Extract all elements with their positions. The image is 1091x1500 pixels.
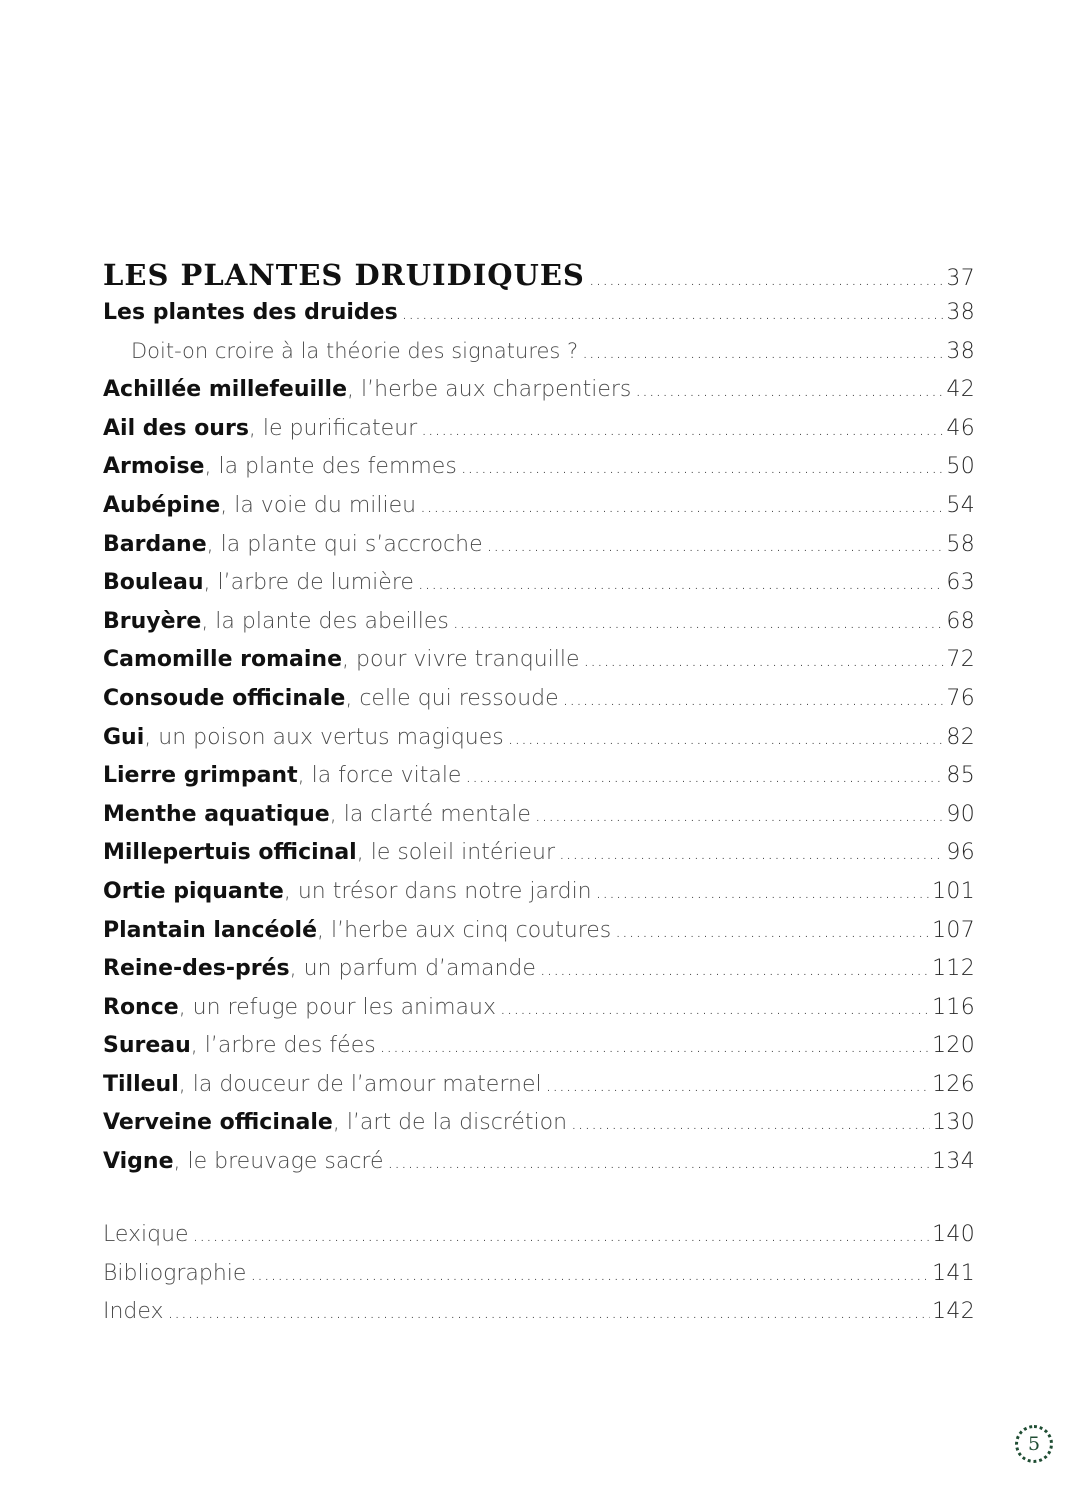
entry-page-number: 42 [946,377,975,403]
back-matter-label: Lexique [103,1222,189,1247]
dot-leader [559,843,944,864]
dot-leader [453,612,945,633]
dot-leader [500,998,930,1019]
entry-name: Lierre grimpant [103,763,298,789]
entry-description: , un poison aux vertus magiques [144,724,504,750]
entry-description: , un trésor dans notre jardin [283,878,592,904]
dot-leader [487,535,945,556]
dot-leader [388,1152,931,1173]
toc-subentry-signatures[interactable] [103,339,975,378]
toc-entry-index[interactable] [103,1299,975,1338]
table-of-contents [103,258,975,1188]
entry-page-number: 142 [932,1299,975,1325]
entry-description: , la plante des femmes [204,454,457,480]
dot-leader [193,1225,931,1246]
entry-description: , la voie du milieu [220,492,417,518]
entry-description: , l’herbe aux cinq coutures [316,917,612,943]
entry-name: Les plantes des druides [103,300,398,325]
dot-leader [571,1113,930,1134]
entry-description: , celle qui ressoude [345,685,559,711]
entry-description: , l’arbre des fées [190,1033,376,1059]
toc-entry[interactable] [103,879,975,918]
entry-page-number: 90 [946,801,975,827]
toc-entry[interactable] [103,532,975,571]
toc-entry[interactable] [103,1149,975,1188]
entry-name: Reine-des-prés [103,956,290,982]
toc-entry[interactable] [103,454,975,493]
entry-name: Menthe aquatique [103,801,330,827]
entry-page-number: 116 [932,994,975,1020]
toc-entry-bibliographie[interactable] [103,1261,975,1300]
entry-name: Ortie piquante [103,878,284,904]
back-matter-label: Bibliographie [103,1260,247,1286]
toc-entry[interactable] [103,918,975,957]
page-folio-number: 5 [1027,1433,1041,1455]
entry-page-number: 112 [932,956,975,982]
toc-entry[interactable] [103,840,975,879]
toc-entry[interactable] [103,1072,975,1111]
dot-leader [421,419,944,440]
entry-description: , le breuvage sacré [173,1149,384,1175]
entry-name: Verveine officinale [103,1110,333,1136]
dot-leader [420,496,944,517]
entry-page-number: 82 [946,724,975,750]
entry-description: , le soleil intérieur [356,840,556,866]
dot-leader [540,959,930,980]
entry-page-number: 120 [932,1033,975,1059]
page-folio-badge [1015,1425,1053,1463]
entry-description: , l’herbe aux charpentiers [347,377,632,403]
entry-name: Plantain lancéolé [103,917,317,943]
section-title: LES PLANTES DRUIDIQUES [103,258,585,292]
entry-page-number: 58 [946,531,975,557]
entry-name: Armoise [103,454,205,480]
entry-page-number: 38 [946,338,975,364]
entry-page-number: 46 [946,415,975,441]
entry-page-number: 107 [932,917,975,943]
entry-page-number: 134 [932,1149,975,1175]
toc-entry[interactable] [103,1033,975,1072]
dot-leader [584,650,945,671]
dot-leader [596,882,930,903]
entry-page-number: 50 [946,454,975,480]
toc-entry[interactable] [103,647,975,686]
entry-page-number: 54 [946,492,975,518]
toc-entry[interactable] [103,686,975,725]
toc-entry[interactable] [103,570,975,609]
entry-name: Achillée millefeuille [103,377,348,403]
entry-name: Consoude officinale [103,685,346,711]
entry-page-number: 140 [932,1222,975,1247]
toc-entry[interactable] [103,377,975,416]
toc-entry[interactable] [103,802,975,841]
entry-description: , la douceur de l’amour maternel [178,1071,542,1097]
dot-leader [535,805,945,826]
entry-description: , la clarté mentale [329,801,531,827]
entry-page-number: 76 [946,685,975,711]
entry-description: , un refuge pour les animaux [178,994,496,1020]
dot-leader [615,921,930,942]
entry-description: , la plante qui s’accroche [206,531,483,557]
entry-name: Vigne [103,1149,174,1175]
dot-leader [461,457,945,478]
back-matter-list [103,1222,975,1338]
entry-page-number: 85 [946,763,975,789]
entry-name: Aubépine [103,492,221,518]
entry-page-number: 96 [946,840,975,866]
entry-page-number: 126 [932,1071,975,1097]
subentry-text: Doit-on croire à la théorie des signatures ? [131,338,579,363]
entry-name: Millepertuis officinal [103,840,357,866]
toc-entry[interactable] [103,609,975,648]
entry-description: , l’art de la discrétion [332,1110,568,1136]
entry-page-number: 63 [946,570,975,596]
dot-leader [546,1075,931,1096]
dot-leader [418,573,944,594]
dot-leader [508,728,945,749]
entry-name: Bruyère [103,608,202,634]
entry-description: , le purificateur [248,415,418,441]
entry-description: , l’arbre de lumière [203,570,414,596]
entry-page-number: 101 [932,878,975,904]
toc-entry-les-plantes-des-druides[interactable] [103,300,975,339]
toc-entry[interactable] [103,763,975,802]
dot-leader [402,303,945,324]
entry-page-number: 38 [946,300,975,325]
section-heading-row[interactable] [103,258,975,300]
dot-leader [250,1264,930,1285]
entry-name: Camomille romaine [103,647,343,673]
entry-name: Gui [103,724,145,750]
entry-name: Bardane [103,531,207,557]
dot-leader [465,766,944,787]
entry-name: Ronce [103,994,179,1020]
dot-leader [380,1036,930,1057]
entry-name: Ail des ours [103,415,249,441]
dot-leader [563,689,945,710]
dot-leader [582,342,944,363]
dot-leader [589,269,945,290]
entry-name: Sureau [103,1033,191,1059]
toc-entry[interactable] [103,493,975,532]
entry-description: , la plante des abeilles [201,608,449,634]
entry-name: Bouleau [103,570,204,596]
toc-entry[interactable] [103,416,975,455]
entry-name: Tilleul [103,1071,179,1097]
entry-description: , un parfum d’amande [289,956,536,982]
section-page-number: 37 [946,266,975,291]
entry-page-number: 72 [946,647,975,673]
entry-page-number: 141 [932,1260,975,1286]
back-matter-label: Index [103,1299,164,1325]
entry-page-number: 68 [946,608,975,634]
dot-leader [168,1302,931,1323]
entry-description: , la force vitale [297,763,462,789]
entry-description: , pour vivre tranquille [342,647,580,673]
toc-entry-lexique[interactable] [103,1222,975,1261]
toc-entry[interactable] [103,956,975,995]
entry-page-number: 130 [932,1110,975,1136]
dot-leader [635,380,944,401]
toc-entry[interactable] [103,725,975,764]
toc-entry[interactable] [103,995,975,1034]
toc-entry[interactable] [103,1110,975,1149]
